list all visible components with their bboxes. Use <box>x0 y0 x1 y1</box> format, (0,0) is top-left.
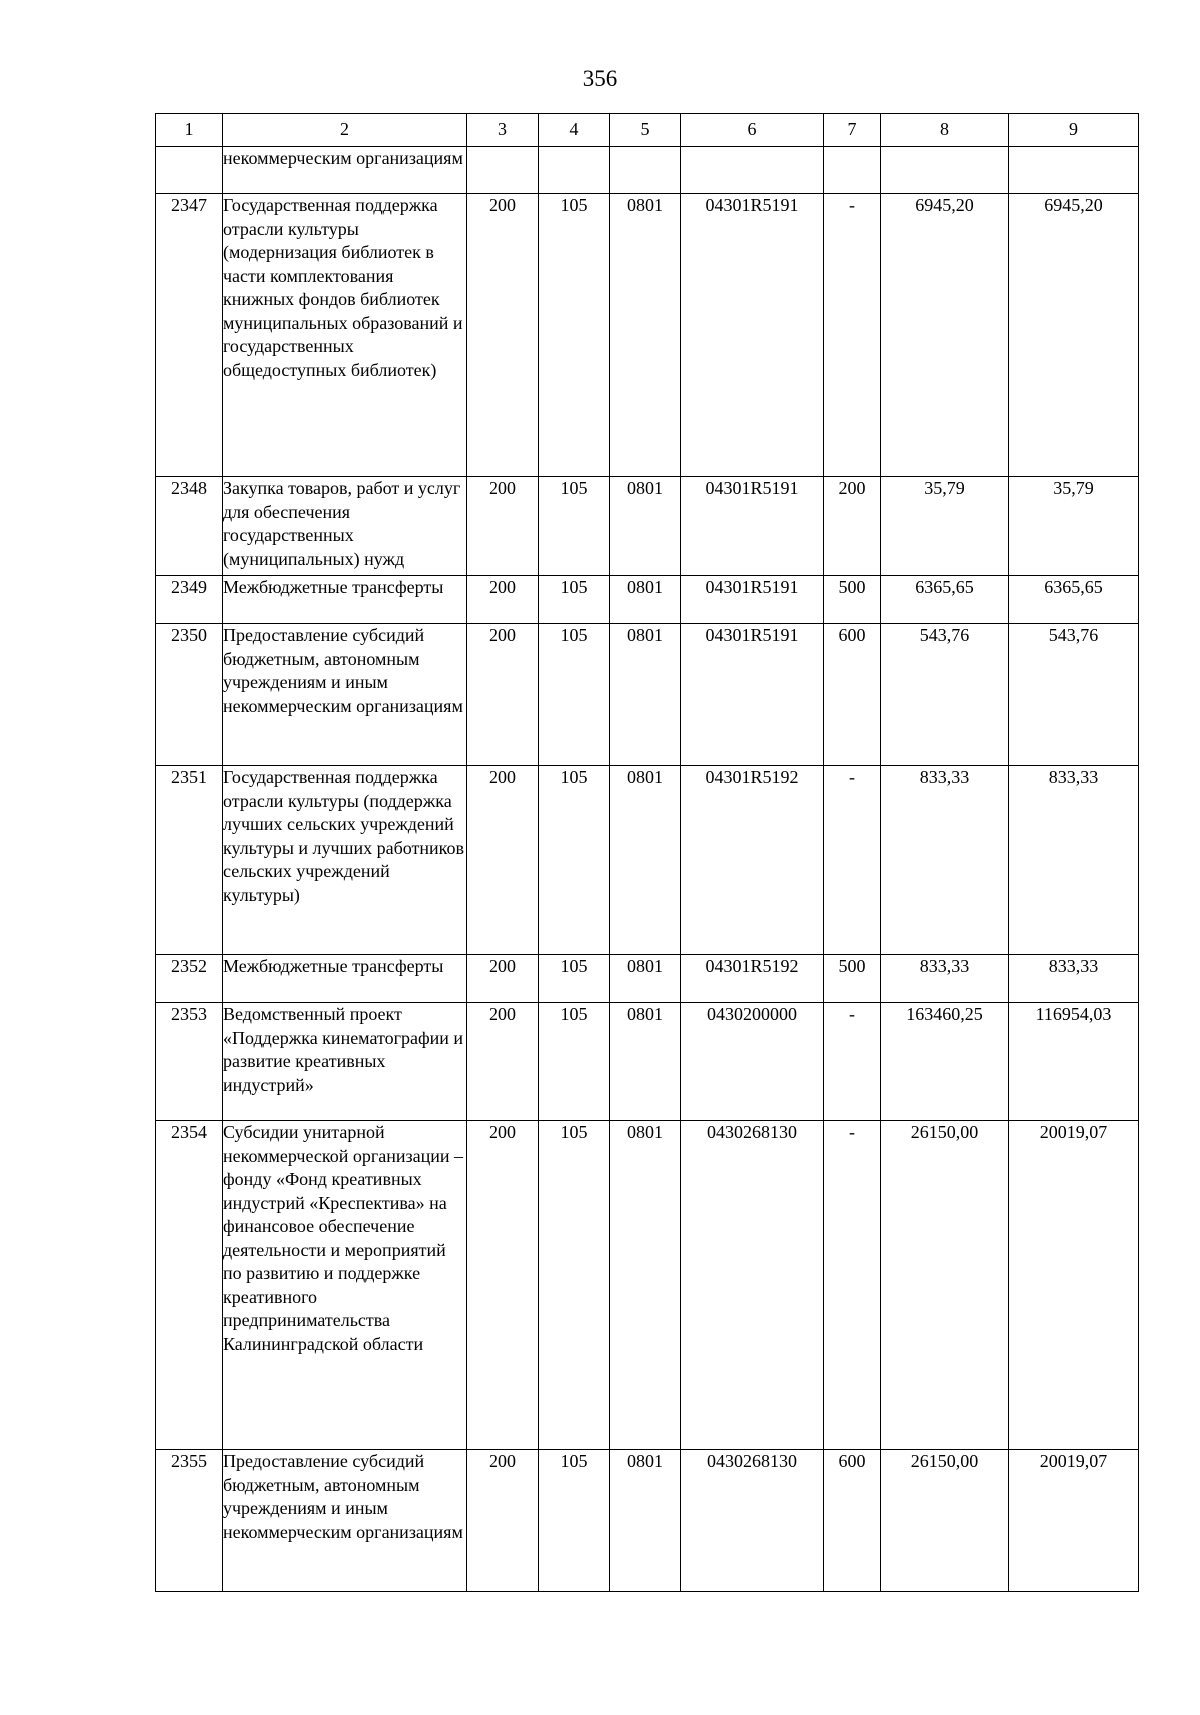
row-col3: 200 <box>467 624 539 766</box>
row-number: 2351 <box>156 766 223 955</box>
row-col4: 105 <box>539 1003 610 1121</box>
row-col4: 105 <box>539 1450 610 1592</box>
table-row <box>156 477 1139 576</box>
row-description: Межбюджетные трансферты <box>223 576 467 624</box>
row-description: некоммерческим организациям <box>223 147 467 194</box>
row-col9: 20019,07 <box>1009 1121 1139 1450</box>
header-row <box>156 114 1139 147</box>
row-number: 2355 <box>156 1450 223 1592</box>
column-header-3: 3 <box>467 114 539 147</box>
column-header-9: 9 <box>1009 114 1139 147</box>
row-col3: 200 <box>467 576 539 624</box>
row-description: Государственная поддержка отрасли культуры (модернизация библиотек в части комплектования книжных фондов библиотек муниципальных образований и государственных общедоступных библиотек) <box>223 194 467 477</box>
table-body <box>156 147 1139 1592</box>
page-number: 356 <box>582 66 618 91</box>
row-col5: 0801 <box>610 1003 681 1121</box>
row-col3: 200 <box>467 1121 539 1450</box>
row-col9: 543,76 <box>1009 624 1139 766</box>
row-description: Субсидии унитарной некоммерческой организации – фонду «Фонд креативных индустрий «Креспектива» на финансовое обеспечение деятельности и мероприятий по развитию и поддержке креативного предпринимательства Калининградской области <box>223 1121 467 1450</box>
row-number: 2349 <box>156 576 223 624</box>
row-col9: 833,33 <box>1009 766 1139 955</box>
row-description: Государственная поддержка отрасли культуры (поддержка лучших сельских учреждений культуры и лучших работников сельских учреждений культуры) <box>223 766 467 955</box>
row-col7: 500 <box>824 955 881 1003</box>
row-col3: 200 <box>467 766 539 955</box>
row-col8: 833,33 <box>881 955 1009 1003</box>
table-row <box>156 955 1139 1003</box>
row-col3: 200 <box>467 1003 539 1121</box>
row-col8: 35,79 <box>881 477 1009 576</box>
row-col9 <box>1009 147 1139 194</box>
row-col4: 105 <box>539 955 610 1003</box>
row-col6: 04301R5192 <box>681 955 824 1003</box>
row-col7: 500 <box>824 576 881 624</box>
row-number: 2354 <box>156 1121 223 1450</box>
row-col5: 0801 <box>610 477 681 576</box>
row-col6 <box>681 147 824 194</box>
row-description: Предоставление субсидий бюджетным, автономным учреждениям и иным некоммерческим организациям <box>223 624 467 766</box>
table-row <box>156 1121 1139 1450</box>
row-col3: 200 <box>467 477 539 576</box>
row-number <box>156 147 223 194</box>
row-col5 <box>610 147 681 194</box>
table-row <box>156 147 1139 194</box>
row-number: 2348 <box>156 477 223 576</box>
row-col6: 04301R5192 <box>681 766 824 955</box>
table-row <box>156 1450 1139 1592</box>
row-col7: - <box>824 194 881 477</box>
row-col4 <box>539 147 610 194</box>
row-col6: 04301R5191 <box>681 477 824 576</box>
row-col9: 6365,65 <box>1009 576 1139 624</box>
table-row <box>156 576 1139 624</box>
row-description: Закупка товаров, работ и услуг для обеспечения государственных (муниципальных) нужд <box>223 477 467 576</box>
table-row <box>156 766 1139 955</box>
row-col4: 105 <box>539 766 610 955</box>
table-row <box>156 624 1139 766</box>
row-col3 <box>467 147 539 194</box>
budget-table <box>155 113 1139 1592</box>
row-col8: 163460,25 <box>881 1003 1009 1121</box>
row-col9: 6945,20 <box>1009 194 1139 477</box>
column-header-6: 6 <box>681 114 824 147</box>
row-col6: 04301R5191 <box>681 194 824 477</box>
row-col8: 6365,65 <box>881 576 1009 624</box>
column-header-2: 2 <box>223 114 467 147</box>
row-col5: 0801 <box>610 576 681 624</box>
row-col3: 200 <box>467 955 539 1003</box>
row-col4: 105 <box>539 576 610 624</box>
column-header-4: 4 <box>539 114 610 147</box>
row-col8: 543,76 <box>881 624 1009 766</box>
row-col5: 0801 <box>610 955 681 1003</box>
row-col6: 0430268130 <box>681 1121 824 1450</box>
row-col9: 20019,07 <box>1009 1450 1139 1592</box>
row-col7: 600 <box>824 624 881 766</box>
row-description: Предоставление субсидий бюджетным, автономным учреждениям и иным некоммерческим организациям <box>223 1450 467 1592</box>
row-col9: 35,79 <box>1009 477 1139 576</box>
row-col7: 200 <box>824 477 881 576</box>
column-header-8: 8 <box>881 114 1009 147</box>
row-description: Межбюджетные трансферты <box>223 955 467 1003</box>
row-col5: 0801 <box>610 624 681 766</box>
row-col5: 0801 <box>610 1121 681 1450</box>
row-col8: 833,33 <box>881 766 1009 955</box>
row-number: 2353 <box>156 1003 223 1121</box>
row-col9: 116954,03 <box>1009 1003 1139 1121</box>
row-col7: 600 <box>824 1450 881 1592</box>
row-col7: - <box>824 1003 881 1121</box>
row-col4: 105 <box>539 194 610 477</box>
row-number: 2347 <box>156 194 223 477</box>
row-col4: 105 <box>539 1121 610 1450</box>
row-col6: 04301R5191 <box>681 624 824 766</box>
row-description: Ведомственный проект «Поддержка кинематографии и развитие креативных индустрий» <box>223 1003 467 1121</box>
row-col4: 105 <box>539 624 610 766</box>
column-header-7: 7 <box>824 114 881 147</box>
row-col7: - <box>824 766 881 955</box>
row-col6: 0430200000 <box>681 1003 824 1121</box>
row-col8: 26150,00 <box>881 1450 1009 1592</box>
row-col9: 833,33 <box>1009 955 1139 1003</box>
row-col5: 0801 <box>610 194 681 477</box>
table-row <box>156 194 1139 477</box>
row-number: 2352 <box>156 955 223 1003</box>
row-col3: 200 <box>467 194 539 477</box>
row-col8: 6945,20 <box>881 194 1009 477</box>
row-col8: 26150,00 <box>881 1121 1009 1450</box>
row-number: 2350 <box>156 624 223 766</box>
row-col6: 0430268130 <box>681 1450 824 1592</box>
column-header-5: 5 <box>610 114 681 147</box>
row-col5: 0801 <box>610 1450 681 1592</box>
row-col7: - <box>824 1121 881 1450</box>
column-header-1: 1 <box>156 114 223 147</box>
row-col6: 04301R5191 <box>681 576 824 624</box>
row-col5: 0801 <box>610 766 681 955</box>
row-col8 <box>881 147 1009 194</box>
row-col4: 105 <box>539 477 610 576</box>
row-col3: 200 <box>467 1450 539 1592</box>
table-row <box>156 1003 1139 1121</box>
row-col7 <box>824 147 881 194</box>
